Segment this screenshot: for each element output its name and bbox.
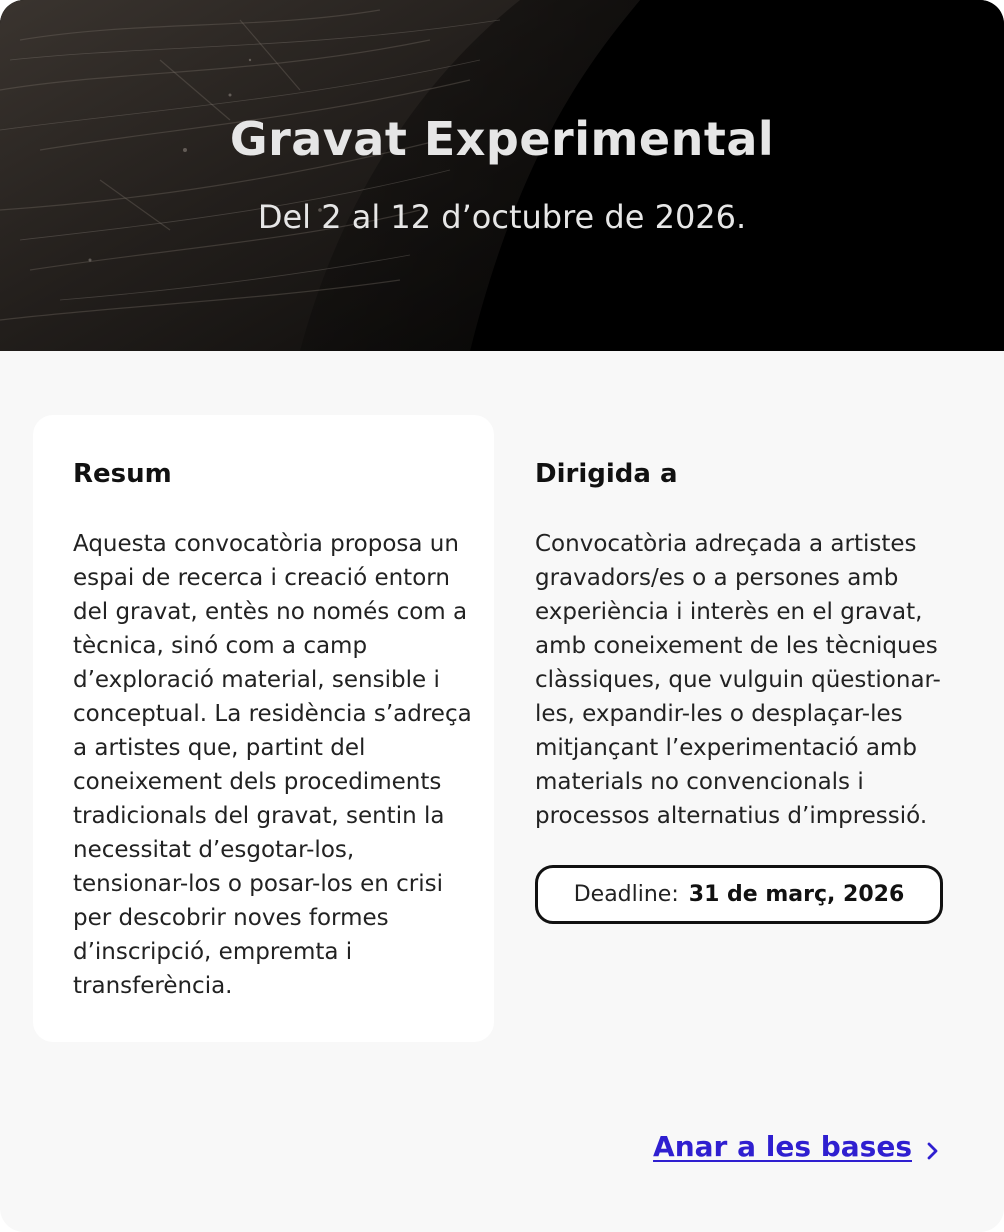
summary-heading: Resum <box>73 459 172 489</box>
page-title: Gravat Experimental <box>229 112 775 166</box>
summary-panel <box>33 415 494 1042</box>
chevron-right-icon[interactable] <box>926 1141 940 1161</box>
deadline-badge <box>535 865 943 924</box>
go-to-bases-link[interactable] <box>653 1130 940 1163</box>
hero-banner <box>0 0 1004 351</box>
audience-text: Convocatòria adreçada a artistes gravadors/es o a persones amb experiència i interès en el gravat, amb coneixement de les tècniques clàssiques, que vulguin qüestionar-les, expandir-les o desplaçar-les mitjançant l’experimentació amb materials no convencionals i processos alternatius d’impressió. <box>535 531 941 829</box>
hero-background-image <box>0 0 1004 351</box>
summary-text: Aquesta convocatòria proposa un espai de recerca i creació entorn del gravat, entès no només com a tècnica, sinó com a camp d’exploració material, sensible i conceptual. La residència s’adreça a artistes que, partint del coneixement dels procediments tradicionals del gravat, sentin la necessitat d’esgotar-los, tensionar-los o posar-los en crisi per descobrir noves formes d’inscripció, empremta i transferència. <box>73 531 472 999</box>
go-to-bases-label[interactable]: Anar a les bases <box>653 1130 912 1163</box>
deadline-value: 31 de març, 2026 <box>688 882 905 907</box>
deadline-label: Deadline: <box>573 882 679 907</box>
audience-heading: Dirigida a <box>535 459 678 489</box>
event-dates: Del 2 al 12 d’octubre de 2026. <box>257 198 747 236</box>
